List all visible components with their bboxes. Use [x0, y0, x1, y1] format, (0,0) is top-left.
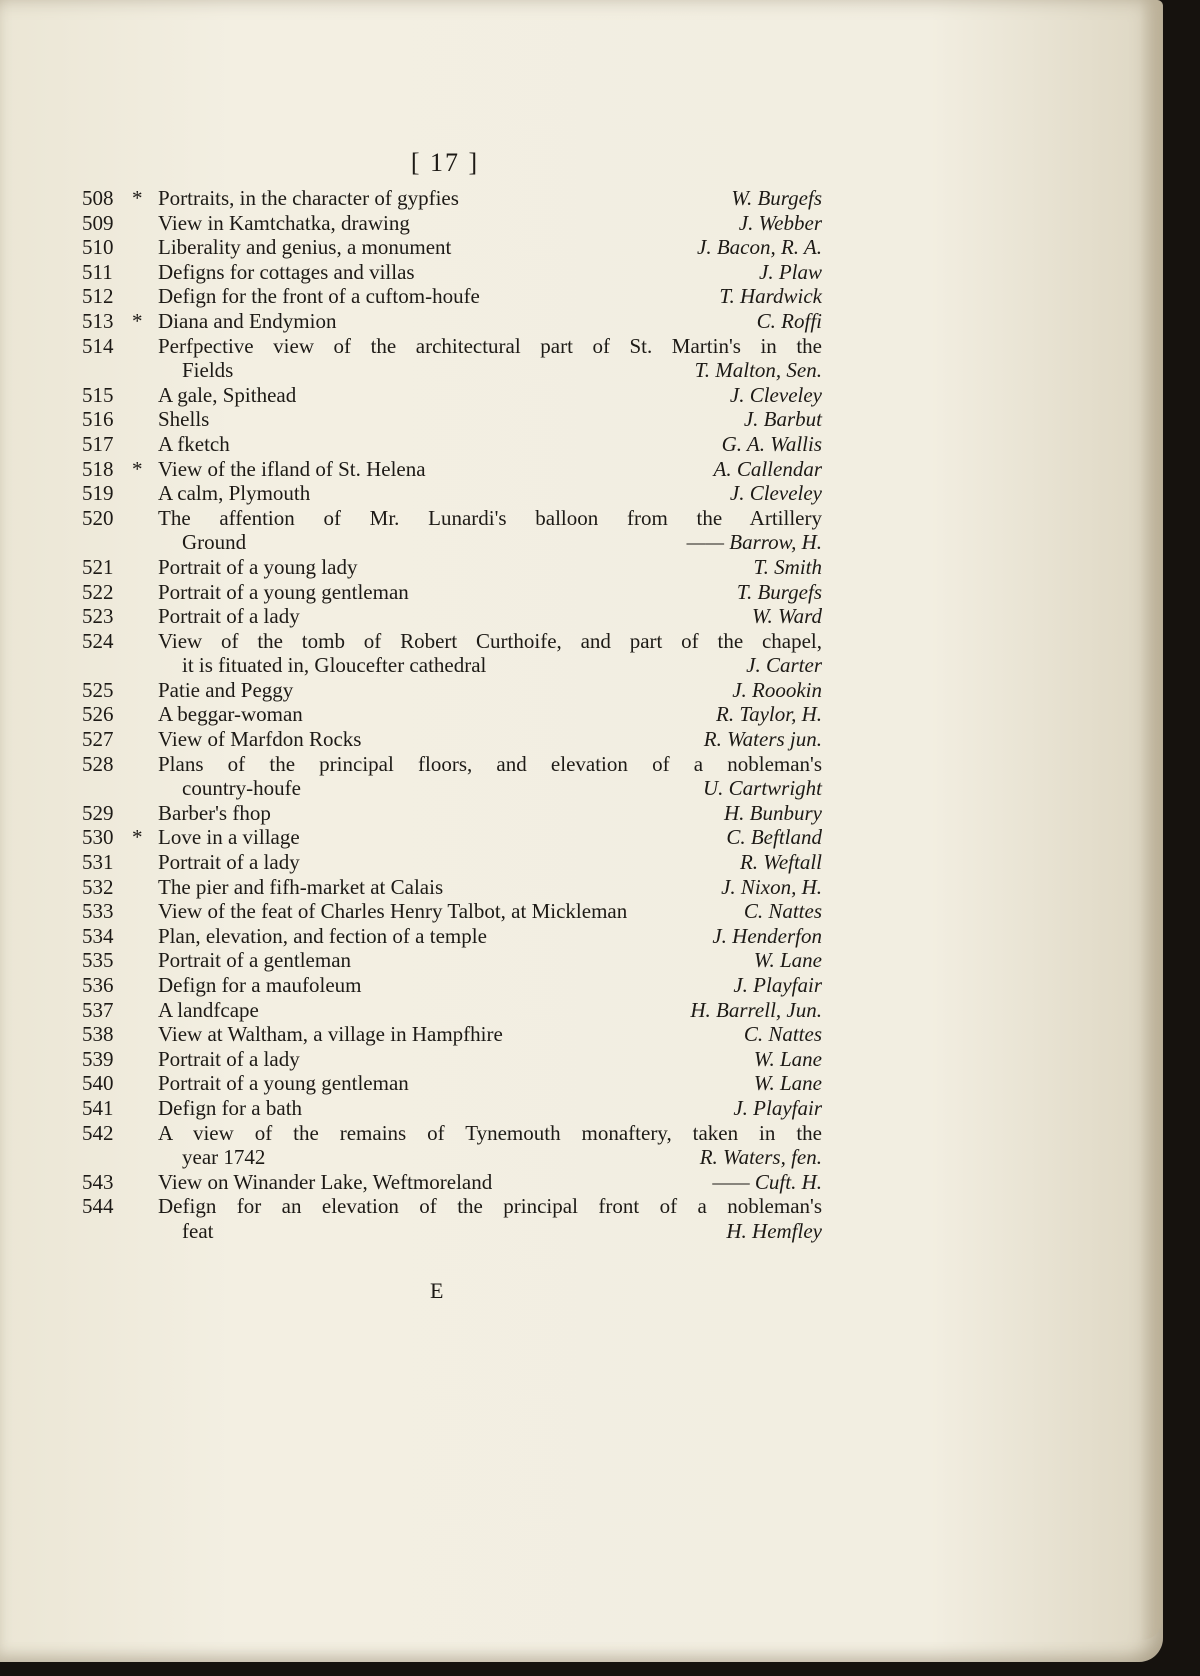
entry-artist: J. Cleveley	[729, 481, 822, 506]
entry-number: 511	[82, 259, 113, 284]
entry-title: Defigns for cottages and villas	[158, 259, 415, 284]
entry-number: 519	[82, 481, 114, 506]
entry-title: year 1742	[182, 1145, 266, 1170]
catalog-entry	[82, 407, 822, 432]
signature-mark: E	[430, 1278, 444, 1303]
catalog-entry	[82, 973, 822, 998]
entry-number: 531	[82, 850, 114, 875]
catalog-entry	[82, 998, 822, 1023]
entry-title: Barber's fhop	[158, 800, 271, 825]
entry-title: Portrait of a gentleman	[158, 948, 352, 973]
entry-title: Love in a village	[158, 825, 300, 850]
entry-number: 536	[82, 973, 114, 997]
catalog-entry	[82, 309, 822, 334]
entry-title: A gale, Spithead	[158, 382, 297, 407]
catalog-entry	[82, 383, 822, 408]
entry-number: 510	[82, 235, 114, 260]
entry-title: Liberality and genius, a monument	[158, 235, 452, 260]
catalog-entry	[82, 825, 822, 850]
entry-number: 514	[82, 333, 114, 358]
catalog-entry	[82, 1071, 822, 1096]
entry-artist: J. Nixon, H.	[721, 874, 822, 899]
entry-title: feat	[182, 1218, 214, 1243]
catalog-list	[82, 186, 822, 1244]
catalog-entry	[82, 1170, 822, 1195]
entry-number: 512	[82, 284, 114, 309]
entry-title: A fketch	[158, 431, 230, 456]
entry-number: 522	[82, 579, 114, 604]
entry-number: 534	[82, 923, 114, 948]
entry-number: 535	[82, 948, 114, 973]
entry-title: Defign for a bath	[158, 1095, 303, 1120]
entry-title: View of the ifland of St. Helena	[158, 456, 426, 481]
entry-number: 518	[82, 456, 114, 481]
entry-title: Portrait of a young gentleman	[158, 579, 409, 604]
entry-number: 539	[82, 1046, 114, 1071]
entry-artist: R. Weftall	[739, 850, 822, 875]
entry-artist: R. Waters, fen.	[699, 1145, 822, 1170]
entry-number: 508	[82, 186, 114, 210]
entry-number: 513	[82, 308, 114, 333]
entry-artist: G. A. Wallis	[721, 431, 822, 456]
entry-artist: J. Barbut	[743, 407, 822, 432]
catalog-entry	[82, 752, 822, 801]
entry-artist: C. Roffi	[756, 308, 822, 333]
entry-title: Portrait of a young lady	[158, 554, 358, 579]
entry-title: Ground	[182, 530, 247, 555]
entry-title: A landfcape	[158, 997, 259, 1022]
entry-artist: R. Taylor, H.	[716, 702, 822, 727]
entry-artist: R. Waters jun.	[703, 727, 822, 752]
entry-title: View at Waltham, a village in Hampfhire	[158, 1022, 503, 1047]
catalog-entry	[82, 801, 822, 826]
entry-artist: C. Nattes	[743, 1022, 822, 1047]
entry-title: View on Winander Lake, Weftmoreland	[158, 1169, 493, 1194]
entry-number: 517	[82, 431, 114, 456]
entry-title-line: The affention of Mr. Lunardi's balloon from the Artillery	[158, 505, 822, 530]
catalog-entry	[82, 875, 822, 900]
catalog-entry	[82, 1047, 822, 1072]
entry-title: Portrait of a lady	[158, 604, 300, 629]
entry-title-line: Plans of the principal floors, and elevation of a nobleman's	[158, 751, 822, 776]
entry-star-mark: *	[132, 456, 143, 481]
catalog-entry	[82, 211, 822, 236]
entry-artist: W. Ward	[751, 604, 822, 629]
entry-artist: C. Beftland	[726, 825, 822, 850]
catalog-entry	[82, 334, 822, 383]
entry-number: 525	[82, 677, 114, 702]
catalog-entry	[82, 924, 822, 949]
catalog-entry	[82, 481, 822, 506]
entry-number: 541	[82, 1095, 114, 1120]
entry-artist: —— Barrow, H.	[686, 530, 822, 555]
catalog-entry	[82, 702, 822, 727]
entry-artist: W. Lane	[753, 948, 822, 973]
entry-title: Portrait of a young gentleman	[158, 1071, 409, 1096]
catalog-entry	[82, 899, 822, 924]
entry-artist: J. Playfair	[733, 973, 822, 997]
entry-artist: U. Cartwright	[702, 776, 822, 801]
entry-number: 532	[82, 874, 114, 899]
entry-title: View of Marfdon Rocks	[158, 727, 362, 752]
catalog-entry	[82, 186, 822, 211]
catalog-entry	[82, 260, 822, 285]
catalog-entry	[82, 284, 822, 309]
entry-number: 520	[82, 505, 114, 530]
entry-title-line: A view of the remains of Tynemouth monaftery, taken in the	[158, 1120, 822, 1145]
entry-number: 523	[82, 604, 114, 629]
entry-artist: J. Bacon, R. A.	[697, 235, 822, 260]
entry-star-mark: *	[132, 308, 143, 333]
entry-artist: J. Roookin	[732, 677, 822, 702]
catalog-entry	[82, 604, 822, 629]
entry-title: Diana and Endymion	[158, 308, 337, 333]
catalog-entry	[82, 1022, 822, 1047]
catalog-entry	[82, 457, 822, 482]
catalog-entry	[82, 727, 822, 752]
entry-number: 538	[82, 1022, 114, 1047]
catalog-entry	[82, 235, 822, 260]
entry-artist: T. Malton, Sen.	[694, 358, 822, 383]
entry-title: Defign for a maufoleum	[158, 973, 362, 997]
entry-artist: H. Bunbury	[724, 800, 822, 825]
catalog-entry	[82, 948, 822, 973]
entry-number: 521	[82, 554, 114, 579]
catalog-entry	[82, 580, 822, 605]
entry-title: Portrait of a lady	[158, 1046, 300, 1071]
entry-artist: J. Webber	[738, 210, 822, 235]
entry-title: Fields	[182, 358, 234, 383]
entry-number: 529	[82, 800, 114, 825]
entry-artist: T. Burgefs	[736, 579, 822, 604]
entry-title: A calm, Plymouth	[158, 481, 311, 506]
entry-artist: J. Playfair	[733, 1095, 822, 1120]
entry-number: 544	[82, 1194, 114, 1219]
catalog-entry	[82, 1096, 822, 1121]
entry-number: 533	[82, 899, 114, 924]
entry-number: 509	[82, 210, 114, 235]
entry-artist: W. Lane	[753, 1071, 822, 1096]
entry-number: 524	[82, 628, 114, 653]
entry-artist: C. Nattes	[743, 899, 822, 924]
entry-title: Portraits, in the character of gypfies	[158, 186, 459, 210]
catalog-entry	[82, 555, 822, 580]
entry-number: 515	[82, 382, 114, 407]
catalog-entry	[82, 629, 822, 678]
entry-title: View in Kamtchatka, drawing	[158, 210, 410, 235]
entry-artist: W. Lane	[753, 1046, 822, 1071]
catalog-entry	[82, 1121, 822, 1170]
entry-artist: T. Hardwick	[719, 284, 822, 309]
catalog-entry	[82, 850, 822, 875]
entry-number: 542	[82, 1120, 114, 1145]
entry-number: 537	[82, 997, 114, 1022]
entry-star-mark: *	[132, 186, 143, 210]
entry-title: A beggar-woman	[158, 702, 303, 727]
page-edge-shadow	[1140, 0, 1162, 1640]
entry-number: 540	[82, 1071, 114, 1096]
catalog-entry	[82, 1194, 822, 1243]
entry-artist: —— Cuft. H.	[712, 1169, 822, 1194]
entry-number: 526	[82, 702, 114, 727]
entry-star-mark: *	[132, 825, 143, 850]
entry-title: it is fituated in, Gloucefter cathedral	[182, 653, 487, 678]
entry-title: Shells	[158, 407, 210, 432]
entry-artist: A. Callendar	[713, 456, 822, 481]
catalog-entry	[82, 432, 822, 457]
entry-artist: T. Smith	[753, 554, 822, 579]
catalog-entry	[82, 506, 822, 555]
entry-title: View of the feat of Charles Henry Talbot, at Mickleman	[158, 899, 628, 924]
entry-artist: J. Plaw	[759, 259, 822, 284]
entry-number: 528	[82, 751, 114, 776]
entry-artist: J. Carter	[746, 653, 822, 678]
catalog-entry	[82, 678, 822, 703]
entry-artist: J. Henderfon	[712, 923, 822, 948]
entry-title: Patie and Peggy	[158, 677, 294, 702]
entry-artist: W. Burgefs	[731, 186, 822, 210]
page-number: [ 17 ]	[410, 148, 480, 177]
entry-artist: H. Barrell, Jun.	[690, 997, 822, 1022]
entry-number: 516	[82, 407, 114, 432]
entry-title-line: Perfpective view of the architectural part of St. Martin's in the	[158, 333, 822, 358]
entry-title: Portrait of a lady	[158, 850, 300, 875]
entry-artist: J. Cleveley	[729, 382, 822, 407]
entry-title: Defign for the front of a cuftom-houfe	[158, 284, 480, 309]
entry-artist: H. Hemfley	[726, 1218, 822, 1243]
entry-number: 543	[82, 1169, 114, 1194]
entry-number: 527	[82, 727, 114, 752]
entry-title: The pier and fifh-market at Calais	[158, 874, 444, 899]
entry-title: Plan, elevation, and fection of a temple	[158, 923, 487, 948]
entry-title: country-houfe	[182, 776, 301, 801]
entry-number: 530	[82, 825, 114, 850]
entry-title-line: View of the tomb of Robert Curthoife, and part of the chapel,	[158, 628, 822, 653]
entry-title-line: Defign for an elevation of the principal front of a nobleman's	[158, 1194, 822, 1219]
